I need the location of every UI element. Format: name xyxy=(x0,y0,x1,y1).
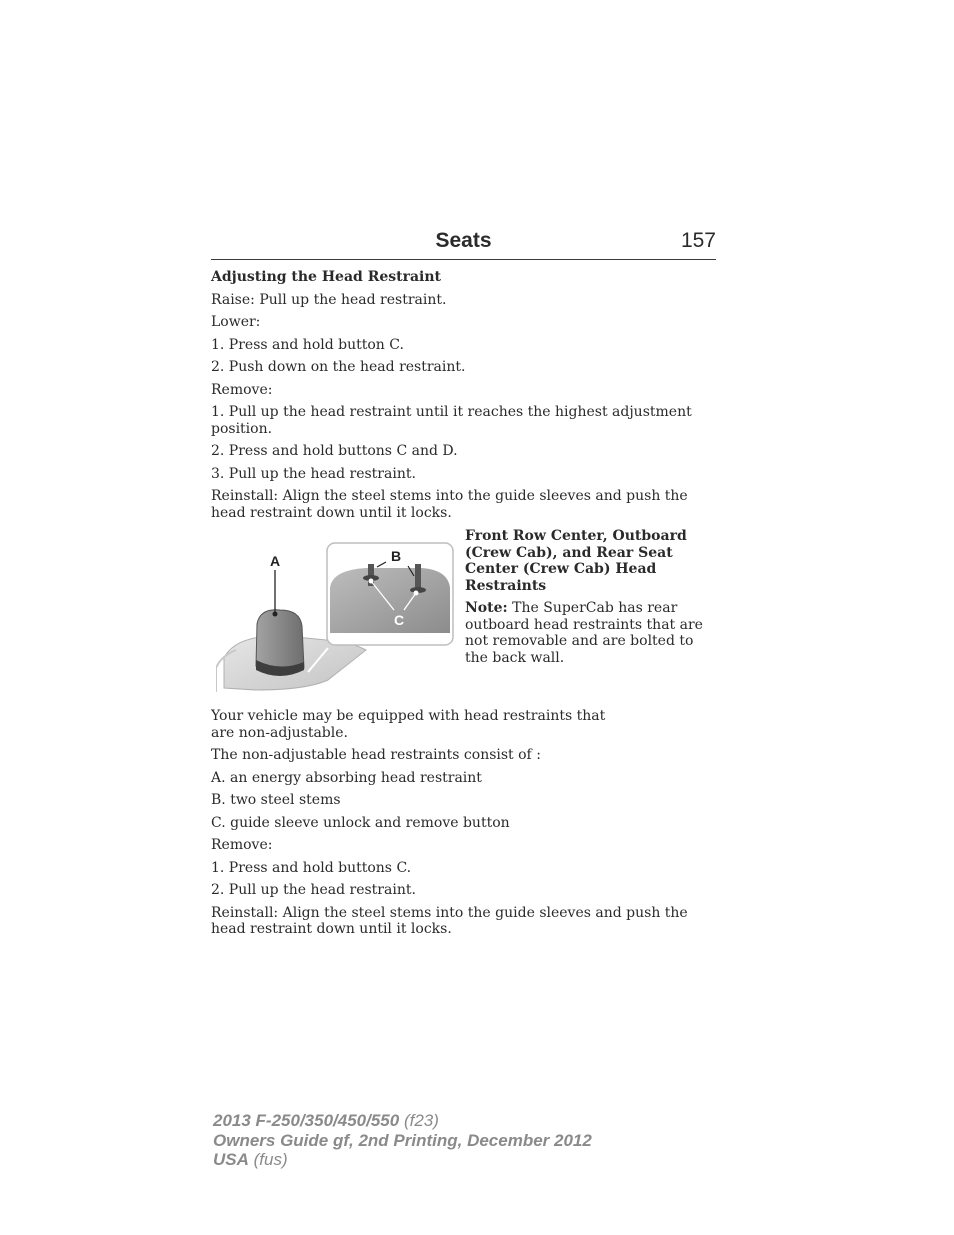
figure-label-a: A xyxy=(270,553,281,569)
paragraph: 2. Pull up the head restraint. xyxy=(211,882,416,898)
section-heading: Adjusting the Head Restraint xyxy=(211,269,442,285)
footer-line-1 xyxy=(213,1111,592,1131)
paragraph: 3. Pull up the head restraint. xyxy=(211,465,416,482)
paragraph: Reinstall: Align the steel stems into the guide sleeves and push the head restraint down until it locks. xyxy=(211,488,688,521)
paragraph: 1. Pull up the head restraint until it reaches the highest adjustment position. xyxy=(211,404,692,437)
paragraph: A. an energy absorbing head restraint xyxy=(211,769,482,786)
footer-edition: Owners Guide gf, 2nd Printing, December 2012 xyxy=(213,1130,592,1150)
page-number: 157 xyxy=(680,229,716,252)
section-heading: Front Row Center, Outboard (Crew Cab), and Rear Seat Center (Crew Cab) Head Restraints xyxy=(465,528,687,594)
paragraph: 1. Press and hold button C. xyxy=(211,336,404,353)
page-footer xyxy=(213,1111,592,1170)
section-adjusting-head-restraint xyxy=(211,269,716,527)
head-restraint-illustration xyxy=(216,538,458,692)
paragraph: B. two steel stems xyxy=(211,792,341,808)
paragraph: 2. Press and hold buttons C and D. xyxy=(211,443,458,459)
paragraph: The non-adjustable head restraints consist of : xyxy=(211,747,541,763)
figure-label-b: B xyxy=(391,548,402,564)
paragraph: Remove: xyxy=(211,381,273,398)
footer-market: USA xyxy=(213,1150,249,1169)
footer-model: 2013 F-250/350/450/550 xyxy=(213,1111,400,1130)
paragraph: Raise: Pull up the head restraint. xyxy=(211,291,447,308)
footer-line-2 xyxy=(213,1131,592,1151)
footer-market-code: (fus) xyxy=(248,1150,288,1169)
figure-label-c: C xyxy=(394,612,405,628)
paragraph: 1. Press and hold buttons C. xyxy=(211,859,412,876)
section-front-row-center xyxy=(465,528,717,672)
section-non-adjustable xyxy=(211,708,716,944)
page-header xyxy=(211,229,716,260)
paragraph: Lower: xyxy=(211,314,261,330)
paragraph: 2. Push down on the head restraint. xyxy=(211,359,466,375)
paragraph: Reinstall: Align the steel stems into the guide sleeves and push the head restraint down until it locks. xyxy=(211,904,688,937)
paragraph: Your vehicle may be equipped with head restraints that are non-adjustable. xyxy=(211,708,606,741)
note-text: The SuperCab has rear outboard head restraints that are not removable and are bolted to the back wall. xyxy=(465,600,703,666)
footer-line-3 xyxy=(213,1150,592,1170)
note-label: Note: xyxy=(465,600,508,616)
page-title: Seats xyxy=(435,229,492,252)
paragraph: C. guide sleeve unlock and remove button xyxy=(211,814,510,831)
note-paragraph xyxy=(465,600,717,666)
paragraph: Remove: xyxy=(211,837,273,853)
footer-code: (f23) xyxy=(399,1111,439,1130)
